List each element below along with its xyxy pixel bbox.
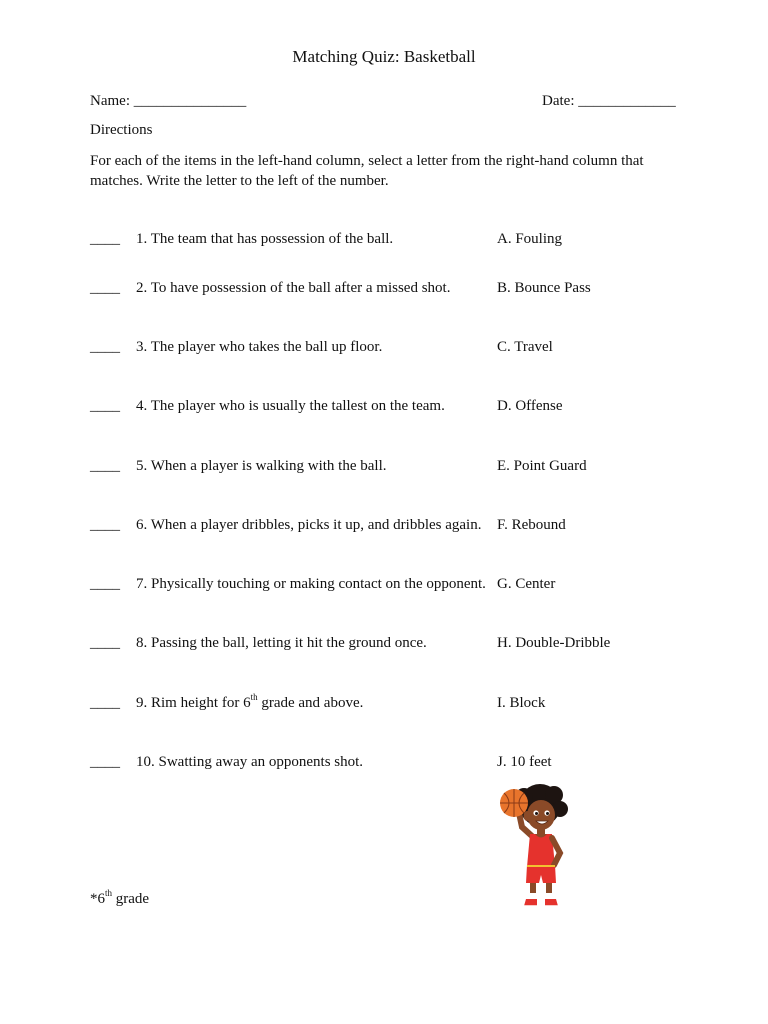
answer-blank: ____ (90, 695, 120, 711)
answer-option: C. Travel (497, 339, 553, 355)
date-field-label: Date: _____________ (542, 93, 676, 109)
face-shape (527, 800, 555, 830)
answer-option: B. Bounce Pass (497, 280, 591, 296)
answer-blank: ____ (90, 339, 120, 355)
question-item: 2. To have possession of the ball after a missed shot. (136, 280, 451, 296)
question-item (136, 692, 364, 712)
answer-option: H. Double-Dribble (497, 635, 611, 651)
answer-blank: ____ (90, 231, 120, 247)
basketball-player-illustration (488, 783, 580, 911)
answer-option: D. Offense (497, 398, 563, 414)
question-item: 4. The player who is usually the tallest on the team. (136, 398, 445, 414)
question-item: 5. When a player is walking with the ball. (136, 458, 387, 474)
question-text-suffix: grade and above. (257, 695, 364, 711)
question-item: 1. The team that has possession of the ball. (136, 231, 394, 247)
question-item: 8. Passing the ball, letting it hit the ground once. (136, 635, 427, 651)
name-field-label: Name: _______________ (90, 93, 247, 109)
answer-blank: ____ (90, 754, 120, 770)
answer-option: A. Fouling (497, 231, 563, 247)
question-text: 9. Rim height for 6 (136, 695, 251, 711)
footnote (90, 888, 150, 908)
shorts-shape (526, 865, 556, 883)
answer-option: F. Rebound (497, 517, 566, 533)
answer-blank: ____ (90, 280, 120, 296)
answer-option: E. Point Guard (497, 458, 587, 474)
directions-heading: Directions (90, 122, 153, 138)
answer-blank: ____ (90, 517, 120, 533)
answer-blank: ____ (90, 576, 120, 592)
answer-blank: ____ (90, 398, 120, 414)
answer-option: G. Center (497, 576, 556, 592)
question-item: 10. Swatting away an opponents shot. (136, 754, 364, 770)
answer-blank: ____ (90, 635, 120, 651)
instructions-text: For each of the items in the left-hand column, select a letter from the right-hand column that matches. Write the letter to the left of the number. (90, 153, 644, 189)
question-item: 3. The player who takes the ball up floor. (136, 339, 383, 355)
page-title: Matching Quiz: Basketball (292, 47, 476, 66)
answer-option: J. 10 feet (497, 754, 552, 770)
answer-blank: ____ (90, 458, 120, 474)
superscript-th: th (250, 692, 258, 702)
footnote-prefix: *6 (90, 891, 105, 907)
answer-option: I. Block (497, 695, 546, 711)
question-item: 6. When a player dribbles, picks it up, and dribbles again. (136, 517, 482, 533)
footnote-suffix: grade (112, 891, 150, 907)
question-item: 7. Physically touching or making contact on the opponent. (136, 576, 486, 592)
superscript-th: th (105, 888, 113, 898)
